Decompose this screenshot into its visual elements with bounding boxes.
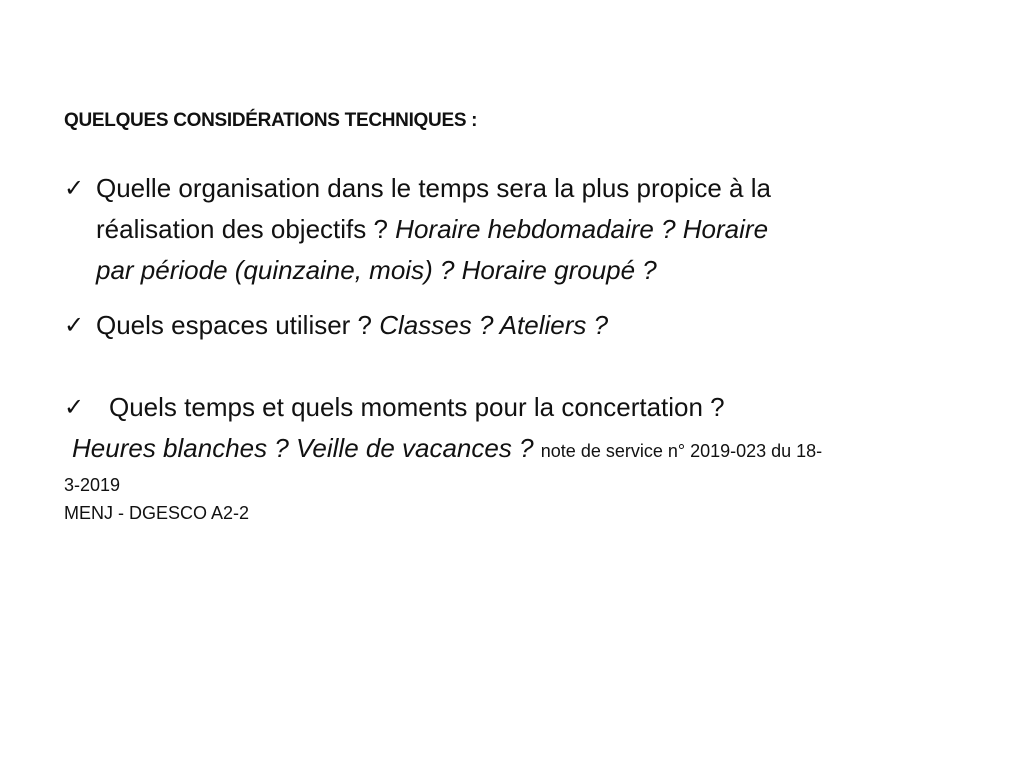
checkmark-icon: ✓ xyxy=(64,394,85,421)
checkmark-icon: ✓ xyxy=(64,312,85,339)
concertation-note-line1 xyxy=(72,428,984,471)
bullet-espaces-italic: Classes ? Ateliers ? xyxy=(379,310,609,340)
concertation-note xyxy=(64,428,984,527)
service-note-date: 3-2019 xyxy=(64,475,121,495)
bullet-organisation-line2-italic: Horaire hebdomadaire ? Horaire xyxy=(395,214,769,244)
bullet-concertation-text: Quels temps et quels moments pour la concertation ? xyxy=(109,392,725,422)
concertation-note-italic: Heures blanches ? Veille de vacances ? xyxy=(72,433,534,463)
bullet-espaces-text xyxy=(96,305,964,346)
bullet-espaces xyxy=(64,305,964,346)
bullet-espaces-plain: Quels espaces utiliser ? xyxy=(96,310,380,340)
bullet-organisation xyxy=(64,168,964,291)
bullet-organisation-line2-plain: réalisation des objectifs ? xyxy=(96,214,396,244)
slide-title: QUELQUES CONSIDÉRATIONS TECHNIQUES : xyxy=(64,110,478,131)
service-note-reference: note de service n° 2019-023 du 18- xyxy=(540,441,823,461)
bullet-concertation xyxy=(64,387,964,428)
service-note-authority: MENJ - DGESCO A2-2 xyxy=(64,503,250,523)
checkmark-icon: ✓ xyxy=(64,175,85,202)
bullet-organisation-line1: Quelle organisation dans le temps sera la plus propice à la xyxy=(96,173,771,203)
bullet-organisation-line2 xyxy=(96,209,964,250)
bullet-organisation-line3: par période (quinzaine, mois) ? Horaire groupé ? xyxy=(96,255,657,285)
